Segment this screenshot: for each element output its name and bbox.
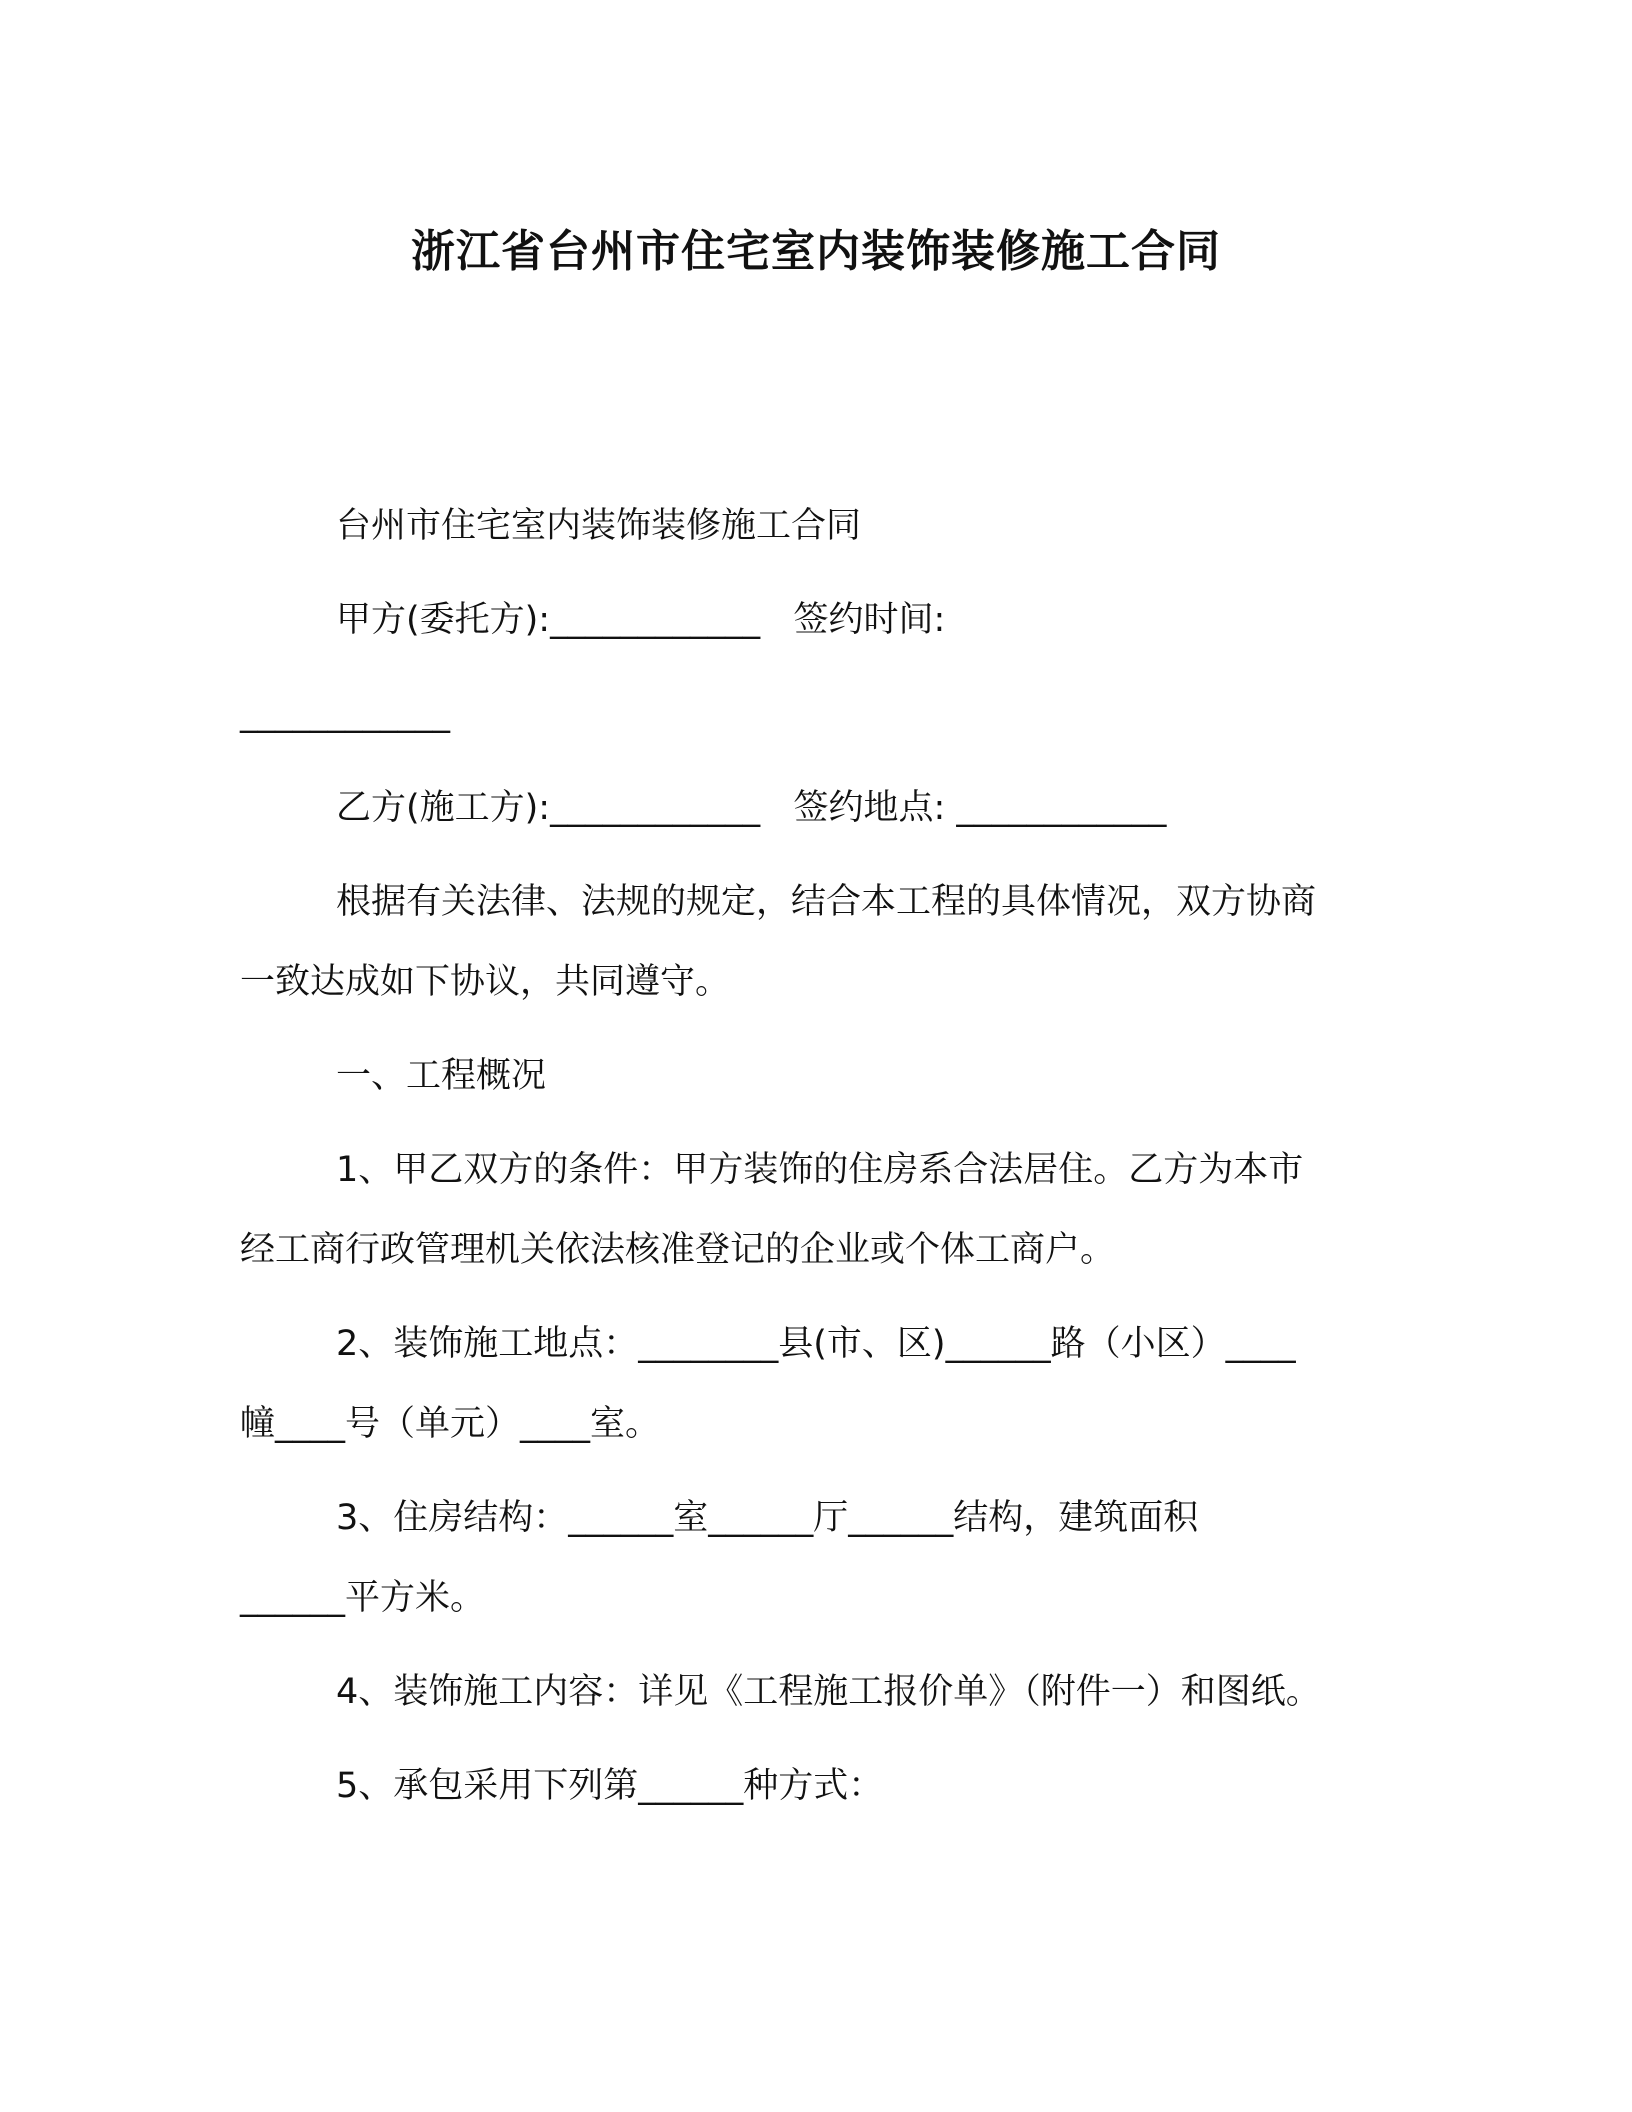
item-5: 5、承包采用下列第______种方式： <box>336 1766 884 1806</box>
party-b-line: 乙方(施工方):____________ 签约地点: ____________ <box>336 788 1167 828</box>
section-heading-1: 一、工程概况 <box>336 1056 547 1096</box>
party-a-line: 甲方(委托方):____________ 签约时间: <box>336 600 946 640</box>
item-3-line-1: 3、住房结构：______室______厅______结构，建筑面积 <box>336 1498 1199 1538</box>
item-3-line-2: ______平方米。 <box>240 1578 486 1618</box>
item-4: 4、装饰施工内容：详见《工程施工报价单》（附件一）和图纸。 <box>336 1672 1321 1712</box>
item-2-line-1: 2、装饰施工地点：________县(市、区)______路（小区）____ <box>336 1324 1296 1364</box>
subtitle: 台州市住宅室内装饰装修施工合同 <box>336 506 862 546</box>
item-2-line-2: 幢____号（单元）____室。 <box>240 1404 661 1444</box>
item-1-line-1: 1、甲乙双方的条件：甲方装饰的住房系合法居住。乙方为本市 <box>336 1150 1304 1190</box>
document-title: 浙江省台州市住宅室内装饰装修施工合同 <box>411 226 1221 277</box>
party-a-line-continued: ____________ <box>240 694 450 734</box>
item-1-line-2: 经工商行政管理机关依法核准登记的企业或个体工商户。 <box>240 1230 1116 1270</box>
preamble-line-1: 根据有关法律、法规的规定，结合本工程的具体情况，双方协商 <box>336 882 1317 922</box>
preamble-line-2: 一致达成如下协议，共同遵守。 <box>240 962 731 1002</box>
document-body <box>240 486 1380 1826</box>
